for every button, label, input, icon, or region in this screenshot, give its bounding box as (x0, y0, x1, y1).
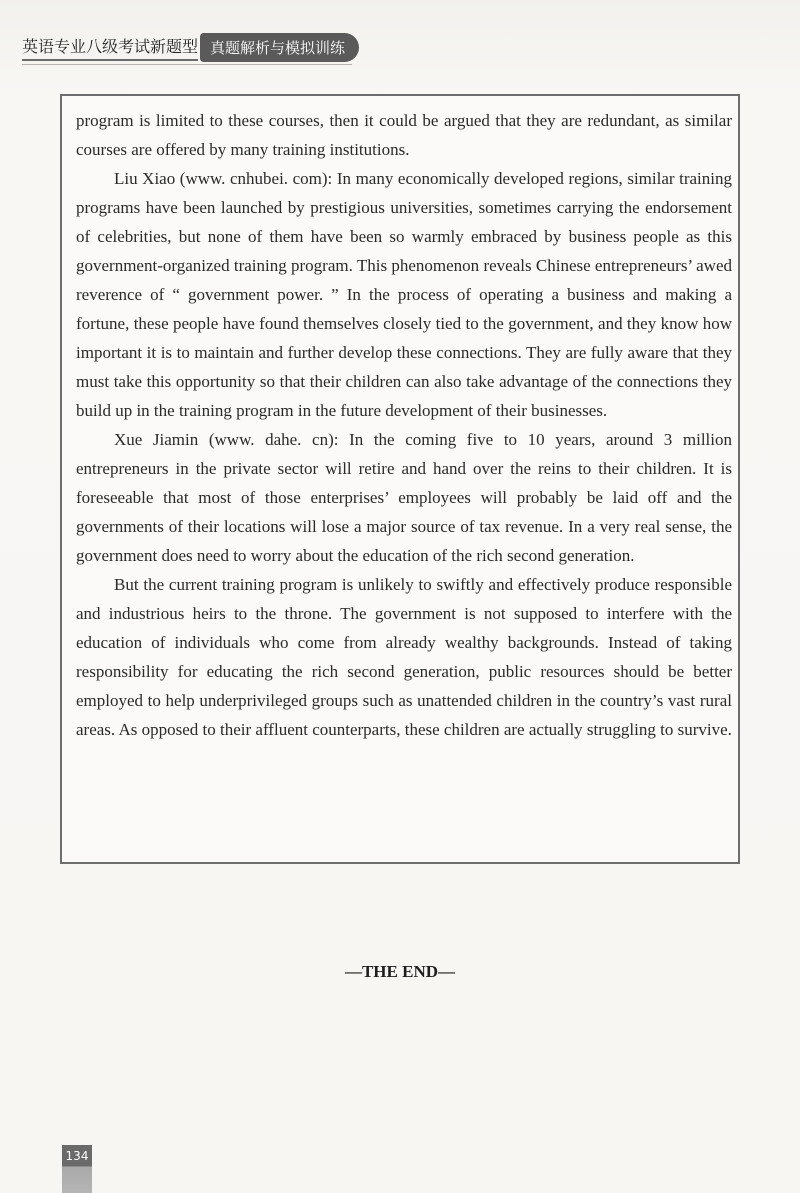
the-end-label: —THE END— (344, 962, 456, 981)
article-text (76, 106, 732, 744)
book-title: 英语专业八级考试新题型 (22, 34, 198, 61)
paragraph-liu-xiao: Liu Xiao (www. cnhubei. com): In many economically developed regions, similar training programs have been launched by prestigious universities, sometimes carrying the endorsement of celebrities, but none of them have been so warmly embraced by business people as this government-organized training program. This phenomenon reveals Chinese entrepreneurs’ awed reverence of “ government power. ” In the process of operating a business and making a fortune, these people have found themselves closely tied to the government, and they know how important it is to maintain and further develop these connections. They are fully aware that they must take this opportunity so that their children can also take advantage of the connections they build up in the training program in the future development of their businesses. (76, 169, 732, 420)
book-subtitle-badge: 真题解析与模拟训练 (200, 33, 359, 62)
paragraph-continuation: program is limited to these courses, then it could be argued that they are redundant, as similar courses are offered by many training institutions. (76, 111, 732, 159)
paragraph-xue-jiamin: Xue Jiamin (www. dahe. cn): In the coming five to 10 years, around 3 million entrepreneurs in the private sector will retire and hand over the reins to their children. It is foreseeable that most of those enterprises’ employees will probably be laid off and the governments of their locations will lose a major source of tax revenue. In a very real sense, the government does need to worry about the education of the rich second generation. (76, 430, 732, 565)
page-number-tab (62, 1145, 92, 1193)
article-box (60, 94, 740, 864)
paragraph-conclusion: But the current training program is unlikely to swiftly and effectively produce responsible and industrious heirs to the throne. The government is not supposed to interfere with the education of individuals who come from already wealthy backgrounds. Instead of taking responsibility for educating the rich second generation, public resources should be better employed to help underprivileged groups such as unattended children in the country’s vast rural areas. As opposed to their affluent counterparts, these children are actually struggling to survive. (76, 575, 732, 739)
running-header (22, 30, 359, 64)
page-number: 134 (65, 1149, 89, 1163)
header-rule (22, 64, 352, 65)
